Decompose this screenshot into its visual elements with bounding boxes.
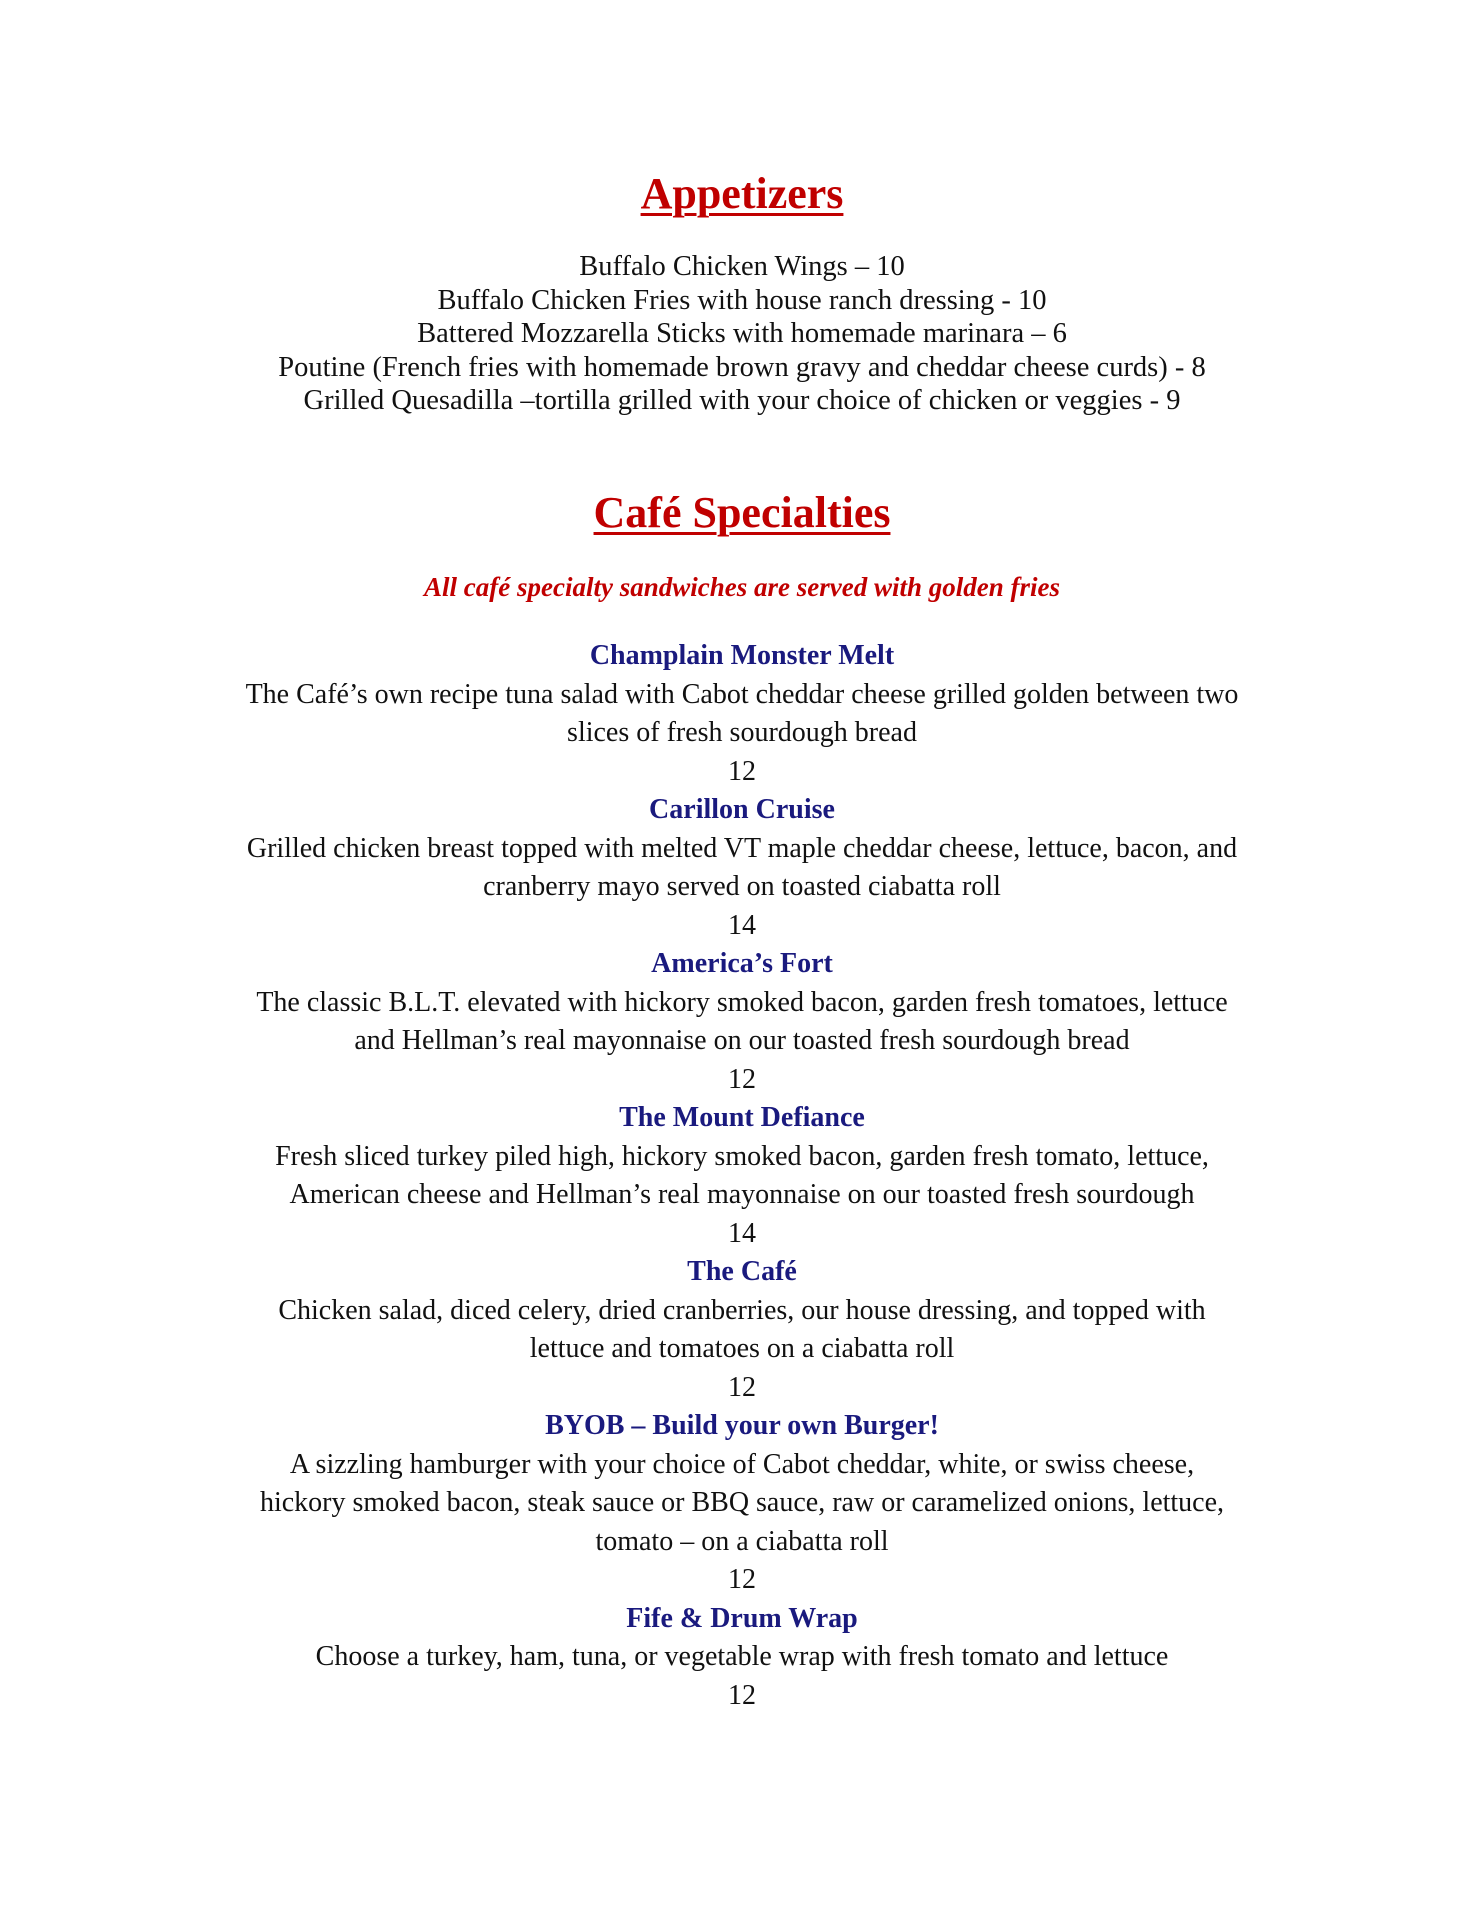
- item-description: [200, 1138, 1284, 1215]
- menu-item: [200, 1253, 1284, 1407]
- item-description: [200, 830, 1284, 907]
- item-description-line: American cheese and Hellman’s real mayonnaise on our toasted fresh sourdough: [289, 1179, 1195, 1210]
- specialties-subtitle: All café specialty sandwiches are served with golden fries: [424, 572, 1060, 602]
- item-description: [200, 676, 1284, 753]
- appetizer-item: Buffalo Chicken Wings – 10: [579, 251, 905, 282]
- item-description-line: cranberry mayo served on toasted ciabatta roll: [483, 871, 1001, 902]
- menu-item: [200, 791, 1284, 945]
- appetizer-item: Poutine (French fries with homemade brown gravy and cheddar cheese curds) - 8: [278, 351, 1206, 383]
- item-price: 12: [728, 1564, 756, 1595]
- item-description-line: Chicken salad, diced celery, dried cranberries, our house dressing, and topped with: [278, 1294, 1206, 1326]
- item-name: BYOB – Build your own Burger!: [545, 1410, 939, 1441]
- item-price: 14: [728, 1217, 756, 1249]
- item-description-line: Fresh sliced turkey piled high, hickory smoked bacon, garden fresh tomato, lettuce,: [275, 1140, 1209, 1172]
- specialties-list: [200, 637, 1284, 1715]
- item-price: 12: [728, 755, 756, 787]
- item-description-line: slices of fresh sourdough bread: [567, 717, 917, 748]
- appetizers-title: Appetizers: [640, 169, 844, 218]
- item-description-line: hickory smoked bacon, steak sauce or BBQ sauce, raw or caramelized onions, lettuce,: [259, 1487, 1225, 1518]
- appetizer-item: Battered Mozzarella Sticks with homemade marinara – 6: [417, 318, 1067, 350]
- item-description-line: The classic B.L.T. elevated with hickory smoked bacon, garden fresh tomatoes, lettuce: [256, 986, 1228, 1018]
- item-description: [200, 1446, 1284, 1562]
- item-name: The Mount Defiance: [619, 1102, 865, 1133]
- item-description: [200, 1292, 1284, 1369]
- item-name: America’s Fort: [651, 948, 833, 979]
- item-name: Fife & Drum Wrap: [626, 1602, 858, 1634]
- item-name: Carillon Cruise: [649, 794, 835, 825]
- menu-item: [200, 1600, 1284, 1716]
- menu-item: [200, 1099, 1284, 1253]
- item-description-line: lettuce and tomatoes on a ciabatta roll: [529, 1333, 955, 1364]
- appetizer-item: Grilled Quesadilla –tortilla grilled with your choice of chicken or veggies - 9: [303, 385, 1181, 417]
- menu-item: [200, 945, 1284, 1099]
- item-price: 12: [728, 1063, 756, 1095]
- item-description-line: and Hellman’s real mayonnaise on our toasted fresh sourdough bread: [354, 1025, 1130, 1056]
- item-description: [200, 1638, 1284, 1677]
- item-description-line: Grilled chicken breast topped with melted VT maple cheddar cheese, lettuce, bacon, and: [246, 832, 1238, 864]
- item-description-line: The Café’s own recipe tuna salad with Cabot cheddar cheese grilled golden between two: [245, 678, 1239, 710]
- item-price: 12: [728, 1679, 756, 1711]
- item-name: The Café: [687, 1256, 797, 1287]
- appetizers-list: [200, 250, 1284, 418]
- item-price: 14: [728, 909, 756, 941]
- item-price: 12: [728, 1371, 756, 1403]
- appetizer-item: Buffalo Chicken Fries with house ranch dressing - 10: [437, 284, 1047, 316]
- item-description: [200, 984, 1284, 1061]
- item-description-line: Choose a turkey, ham, tuna, or vegetable wrap with fresh tomato and lettuce: [315, 1641, 1169, 1672]
- item-description-line: A sizzling hamburger with your choice of Cabot cheddar, white, or swiss cheese,: [289, 1448, 1195, 1480]
- item-name: Champlain Monster Melt: [589, 640, 895, 671]
- menu-item: [200, 1407, 1284, 1600]
- item-description-line: tomato – on a ciabatta roll: [595, 1525, 889, 1557]
- cafe-specialties-title: Café Specialties: [593, 488, 891, 537]
- menu-item: [200, 637, 1284, 791]
